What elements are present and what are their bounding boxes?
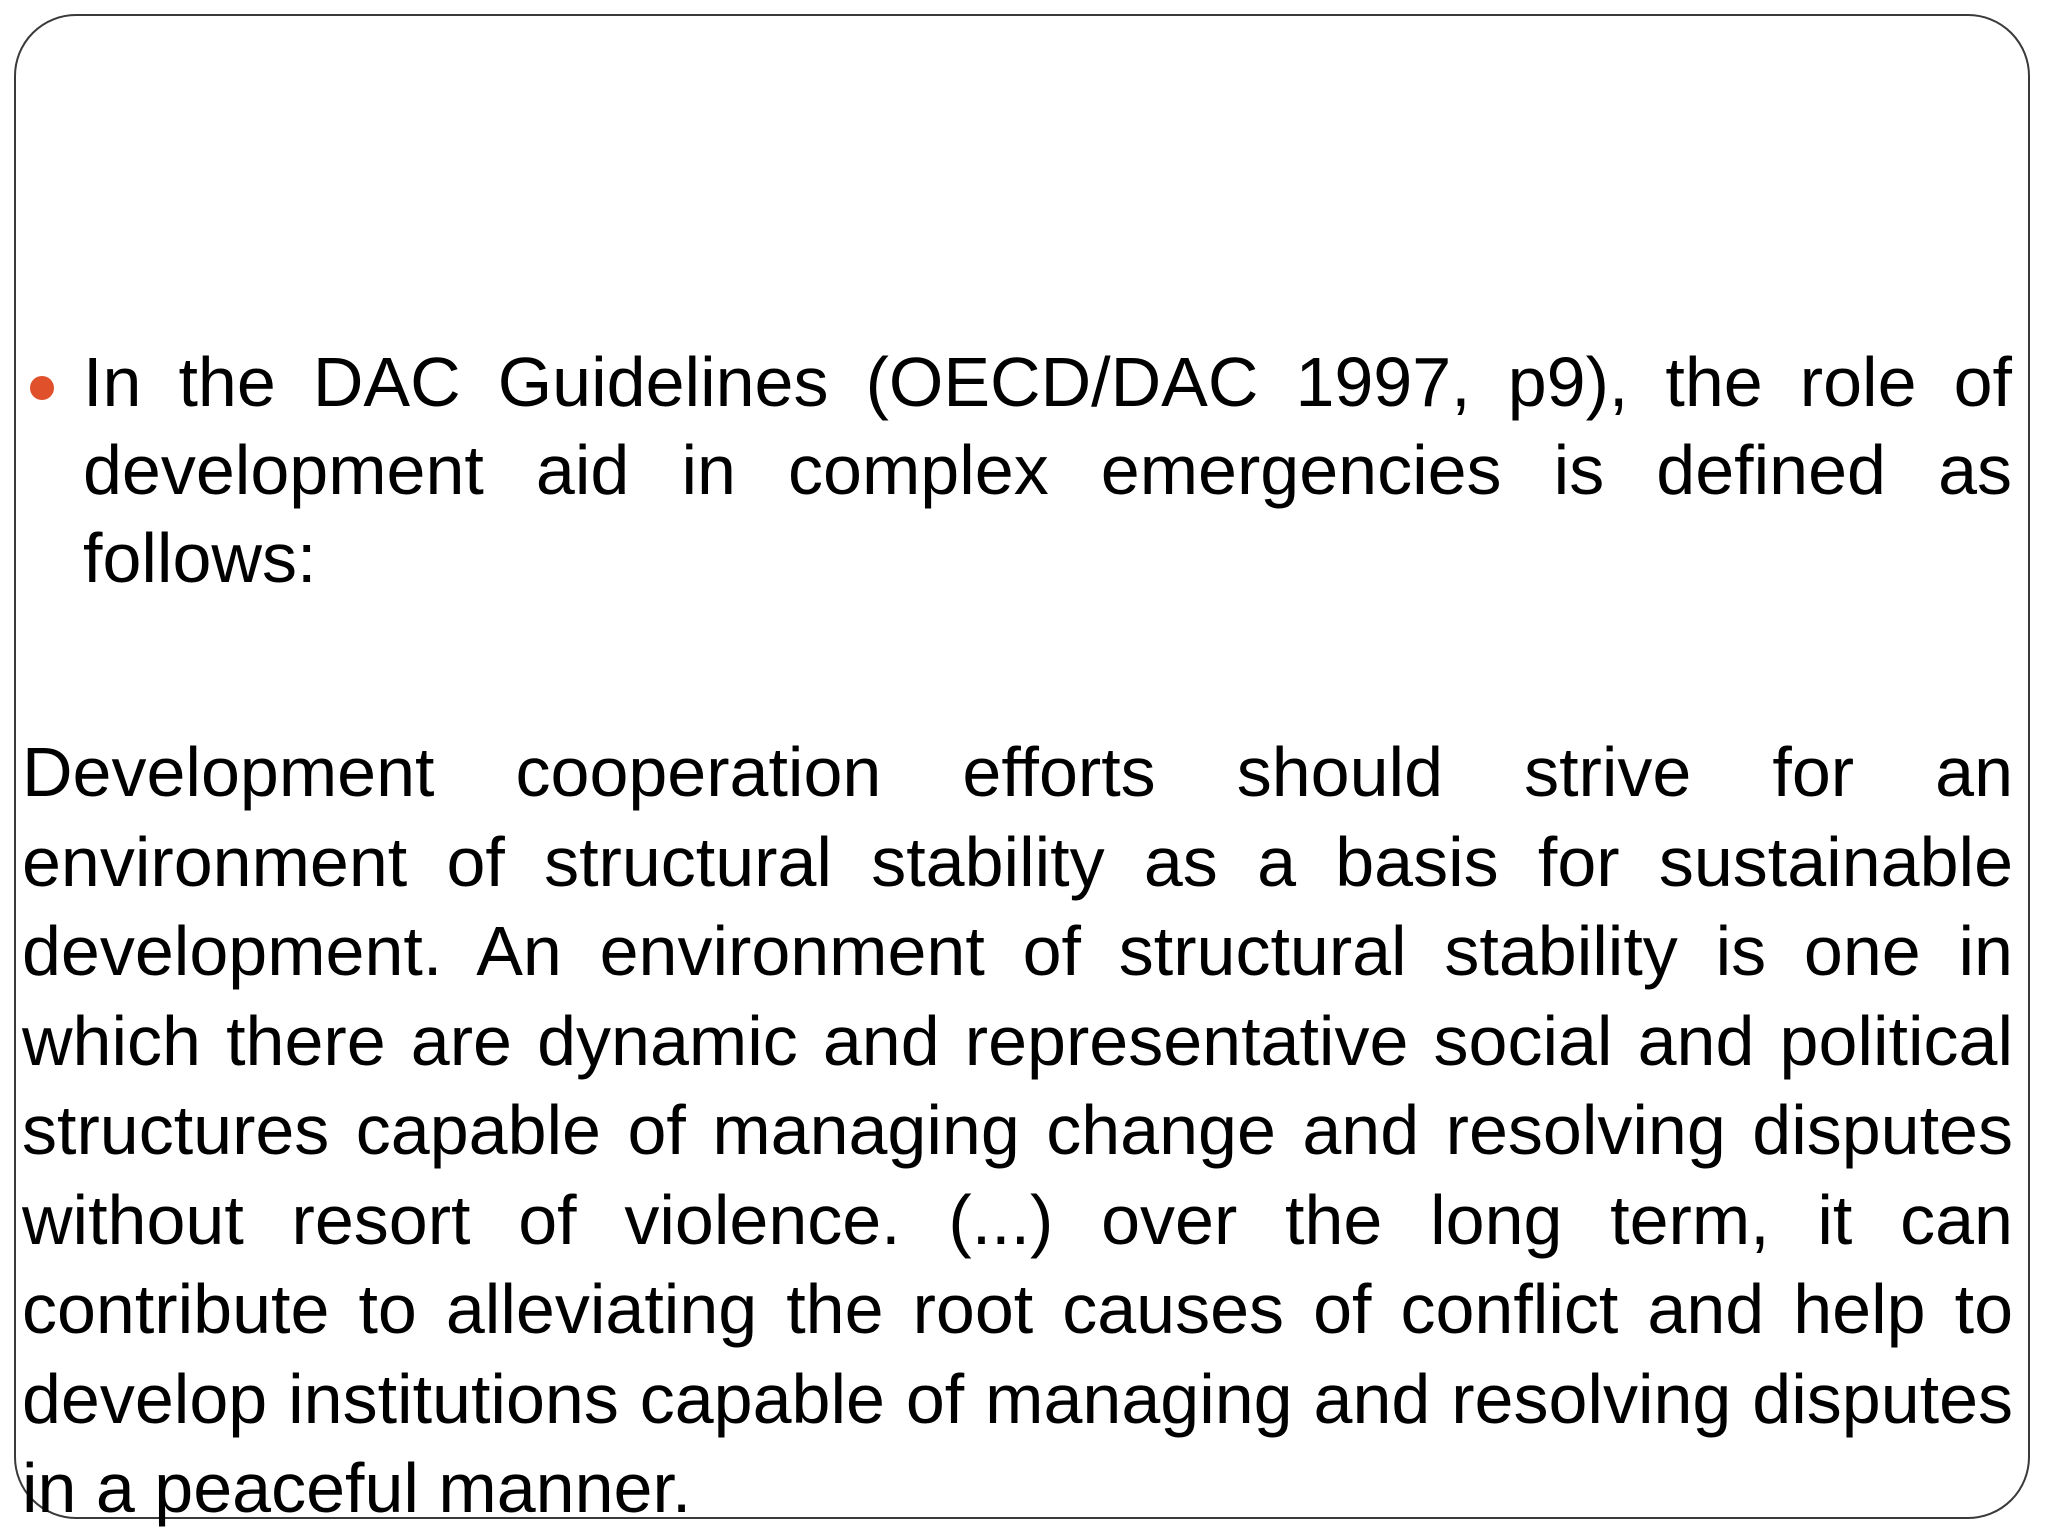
bullet-dot-icon <box>30 376 54 400</box>
bullet-text: In the DAC Guidelines (OECD/DAC 1997, p9), the role of development aid in complex emergencies is defined as follows: <box>83 343 2012 597</box>
bullet-item <box>22 338 2012 602</box>
quote-paragraph: Development cooperation efforts should strive for an environment of structural stability as a basis for sustainable development. An environment of structural stability is one in which there are dynamic and representative social and political structures capable of managing change and resolving disputes without resort of violence. (...) over the long term, it can contribute to alleviating the root causes of conflict and help to develop institutions capable of managing and resolving disputes in a peaceful manner. <box>22 733 2013 1527</box>
